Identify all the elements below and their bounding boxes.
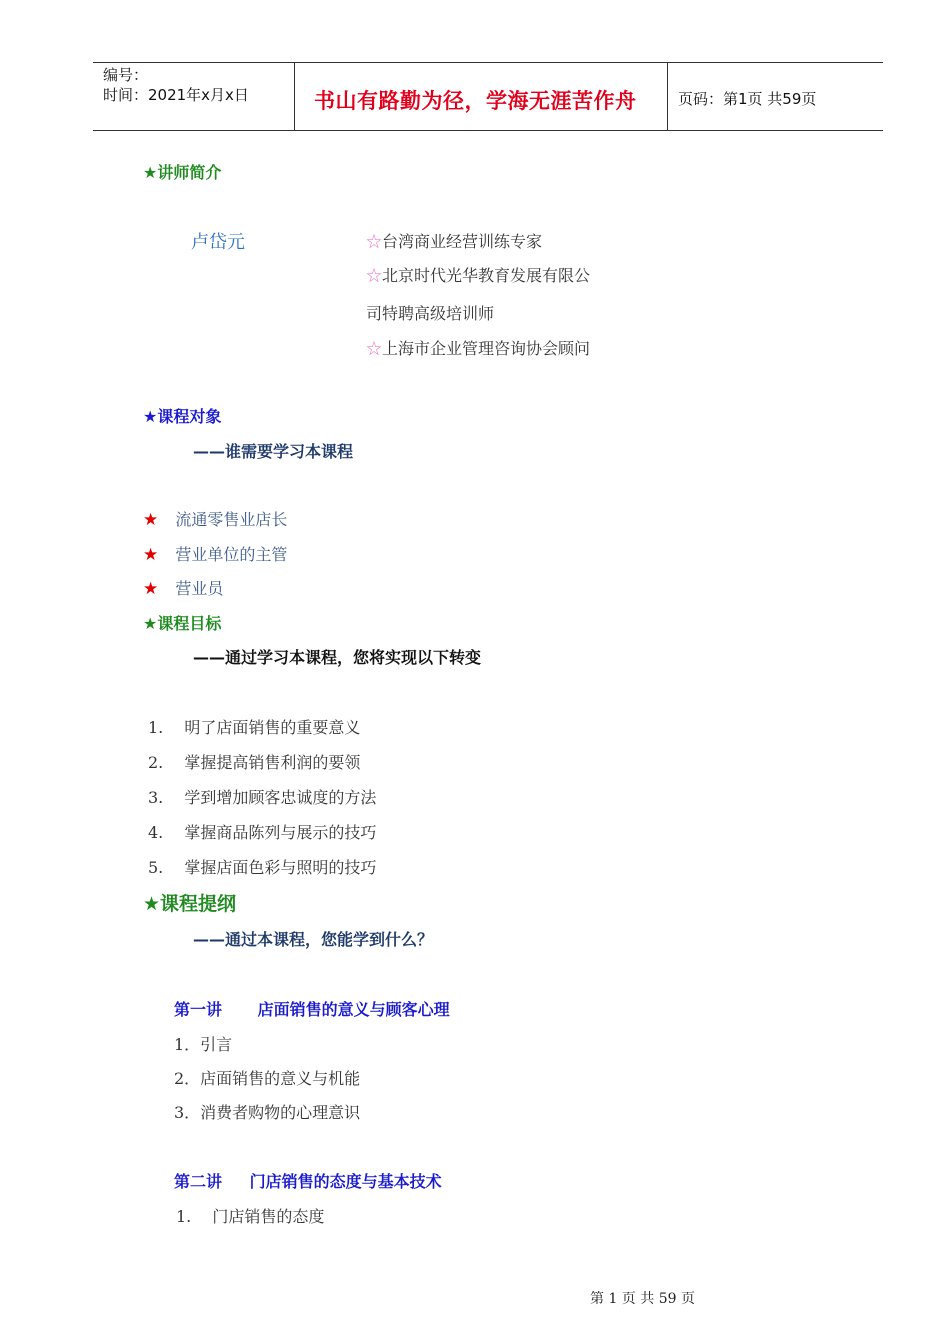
- instructor-credential: [366, 263, 590, 286]
- lecture-item: 1．引言: [174, 1035, 233, 1054]
- audience-item-text: 流通零售业店长: [175, 510, 288, 529]
- lecture-item: 3．消费者购物的心理意识: [174, 1103, 361, 1122]
- goal-item: [148, 785, 376, 808]
- lecture-title: 门店销售的态度与基本技术: [249, 1172, 442, 1191]
- lecture-label: 第一讲: [174, 1000, 223, 1019]
- goal-text: 学到增加顾客忠诚度的方法: [184, 788, 377, 807]
- goal-item: [148, 855, 376, 878]
- header-number-label: 编号：: [103, 66, 149, 84]
- credential-text: 司特聘高级培训师: [366, 304, 495, 323]
- audience-item-text: 营业单位的主管: [175, 545, 288, 564]
- goals-heading: ★课程目标: [143, 614, 222, 633]
- lecture-label: 第二讲: [174, 1172, 223, 1191]
- instructor-credential: [366, 336, 590, 359]
- lecture-item: 2．店面销售的意义与机能: [174, 1069, 361, 1088]
- lecture-item-text: 门店销售的态度: [212, 1207, 325, 1226]
- goal-text: 掌握店面色彩与照明的技巧: [184, 858, 377, 877]
- lecture-title: 店面销售的意义与顾客心理: [257, 1000, 450, 1019]
- goal-text: 明了店面销售的重要意义: [184, 718, 361, 737]
- goal-item: [148, 715, 360, 738]
- header-page-label: 页码：第1页 共59页: [678, 90, 817, 108]
- instructor-credential: [366, 301, 494, 324]
- audience-heading: ★课程对象: [143, 407, 222, 426]
- goal-number: 5.: [148, 858, 164, 877]
- outline-heading: ★课程提纲: [143, 893, 237, 915]
- header-divider-right: [667, 62, 668, 130]
- goal-item: [148, 750, 360, 773]
- audience-item: [143, 576, 223, 599]
- goal-text: 掌握提高销售利润的要领: [184, 753, 361, 772]
- credential-text: 上海市企业管理咨询协会顾问: [382, 339, 591, 358]
- instructor-name: 卢岱元: [191, 232, 245, 253]
- goal-item: [148, 820, 376, 843]
- header-motto: 书山有路勤为径，学海无涯苦作舟: [314, 89, 637, 113]
- goal-text: 掌握商品陈列与展示的技巧: [184, 823, 377, 842]
- audience-item-text: 营业员: [175, 579, 224, 598]
- header-top-rule: [93, 62, 883, 63]
- lecture-item: [176, 1204, 324, 1227]
- credential-text: 台湾商业经营训练专家: [382, 232, 543, 251]
- outline-subtitle: ——通过本课程，您能学到什么？: [193, 930, 434, 949]
- header-bottom-rule: [93, 130, 883, 131]
- goal-number: 3.: [148, 788, 164, 807]
- goal-number: 2.: [148, 753, 164, 772]
- star-icon: ★: [143, 579, 159, 599]
- star-outline-icon: ☆: [366, 339, 383, 358]
- instructor-credential: [366, 229, 542, 252]
- star-icon: ★: [143, 545, 159, 565]
- lecture-heading: [174, 1169, 442, 1192]
- star-outline-icon: ☆: [366, 232, 383, 251]
- page-footer: 第 1 页 共 59 页: [590, 1291, 695, 1307]
- audience-item: [143, 542, 287, 565]
- goal-number: 4.: [148, 823, 164, 842]
- star-outline-icon: ☆: [366, 266, 383, 285]
- header-time-label: 时间：2021年x月x日: [103, 86, 249, 104]
- audience-item: [143, 507, 287, 530]
- star-icon: ★: [143, 510, 159, 530]
- credential-text: 北京时代光华教育发展有限公: [382, 266, 591, 285]
- lecture-heading: [174, 997, 450, 1020]
- instructor-heading: ★讲师简介: [143, 163, 222, 182]
- audience-subtitle: ——谁需要学习本课程: [193, 442, 354, 461]
- goals-subtitle: ——通过学习本课程，您将实现以下转变: [193, 648, 482, 667]
- header-divider-left: [294, 62, 295, 130]
- goal-number: 1.: [148, 718, 164, 737]
- lecture-item-number: 1.: [176, 1207, 192, 1226]
